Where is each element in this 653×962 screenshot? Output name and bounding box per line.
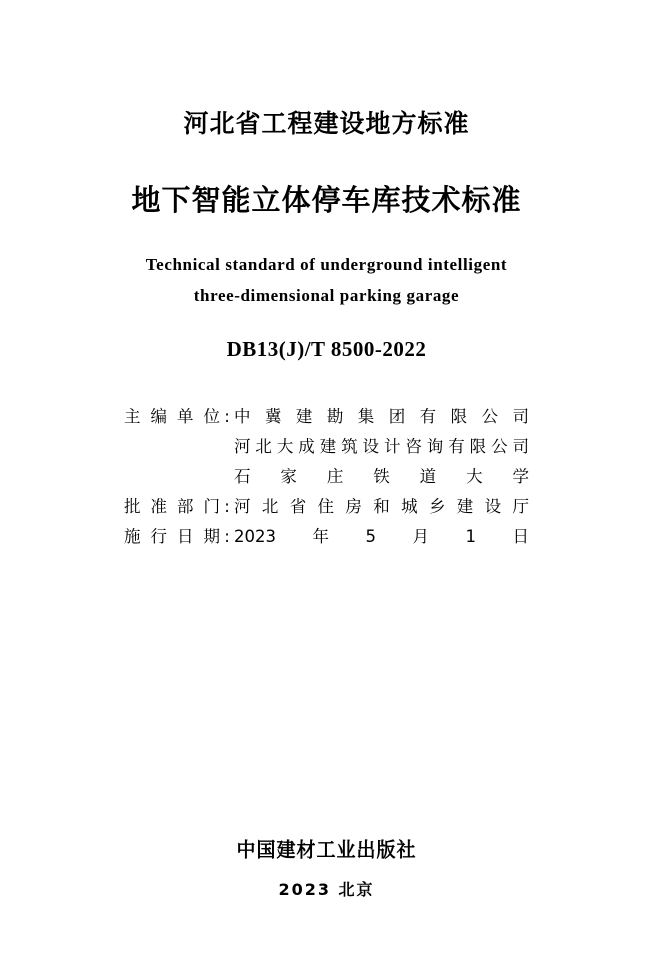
info-colon-effective-date: :	[224, 527, 230, 546]
info-value-chief-editor-3: 石家庄铁道大学	[234, 467, 529, 486]
publisher-name: 中国建材工业出版社	[236, 838, 417, 862]
info-row-chief-editor-2	[124, 432, 529, 462]
english-title	[0, 249, 653, 311]
info-colon-chief-editor: :	[224, 407, 230, 426]
cover-page	[0, 104, 653, 962]
info-value-approval-dept: 河北省住房和城乡建设厅	[234, 497, 529, 516]
standard-series-heading: 河北省工程建设地方标准	[183, 109, 470, 138]
info-row-chief-editor	[124, 402, 529, 432]
standard-code: DB13(J)/T 8500-2022	[226, 337, 427, 361]
cover-info-block	[0, 402, 653, 552]
publish-year-city: 2023 北京	[278, 880, 375, 899]
info-colon-approval-dept: :	[224, 497, 230, 516]
info-label-effective-date: 施行日期	[124, 527, 220, 546]
info-row-approval-dept	[124, 492, 529, 522]
info-value-effective-date: 2023年5月1日	[234, 527, 529, 546]
english-title-line-2: three-dimensional parking garage	[193, 286, 460, 305]
publisher-block	[0, 835, 653, 900]
info-value-chief-editor-1: 中冀建勘集团有限公司	[234, 407, 529, 426]
info-row-chief-editor-3	[124, 462, 529, 492]
english-title-line-1: Technical standard of underground intelligent	[145, 255, 508, 274]
info-row-effective-date	[124, 522, 529, 552]
info-value-chief-editor-2: 河北大成建筑设计咨询有限公司	[234, 437, 529, 456]
info-label-approval-dept: 批准部门	[124, 497, 220, 516]
info-label-chief-editor: 主编单位	[124, 407, 220, 426]
page-title: 地下智能立体停车库技术标准	[131, 183, 522, 217]
